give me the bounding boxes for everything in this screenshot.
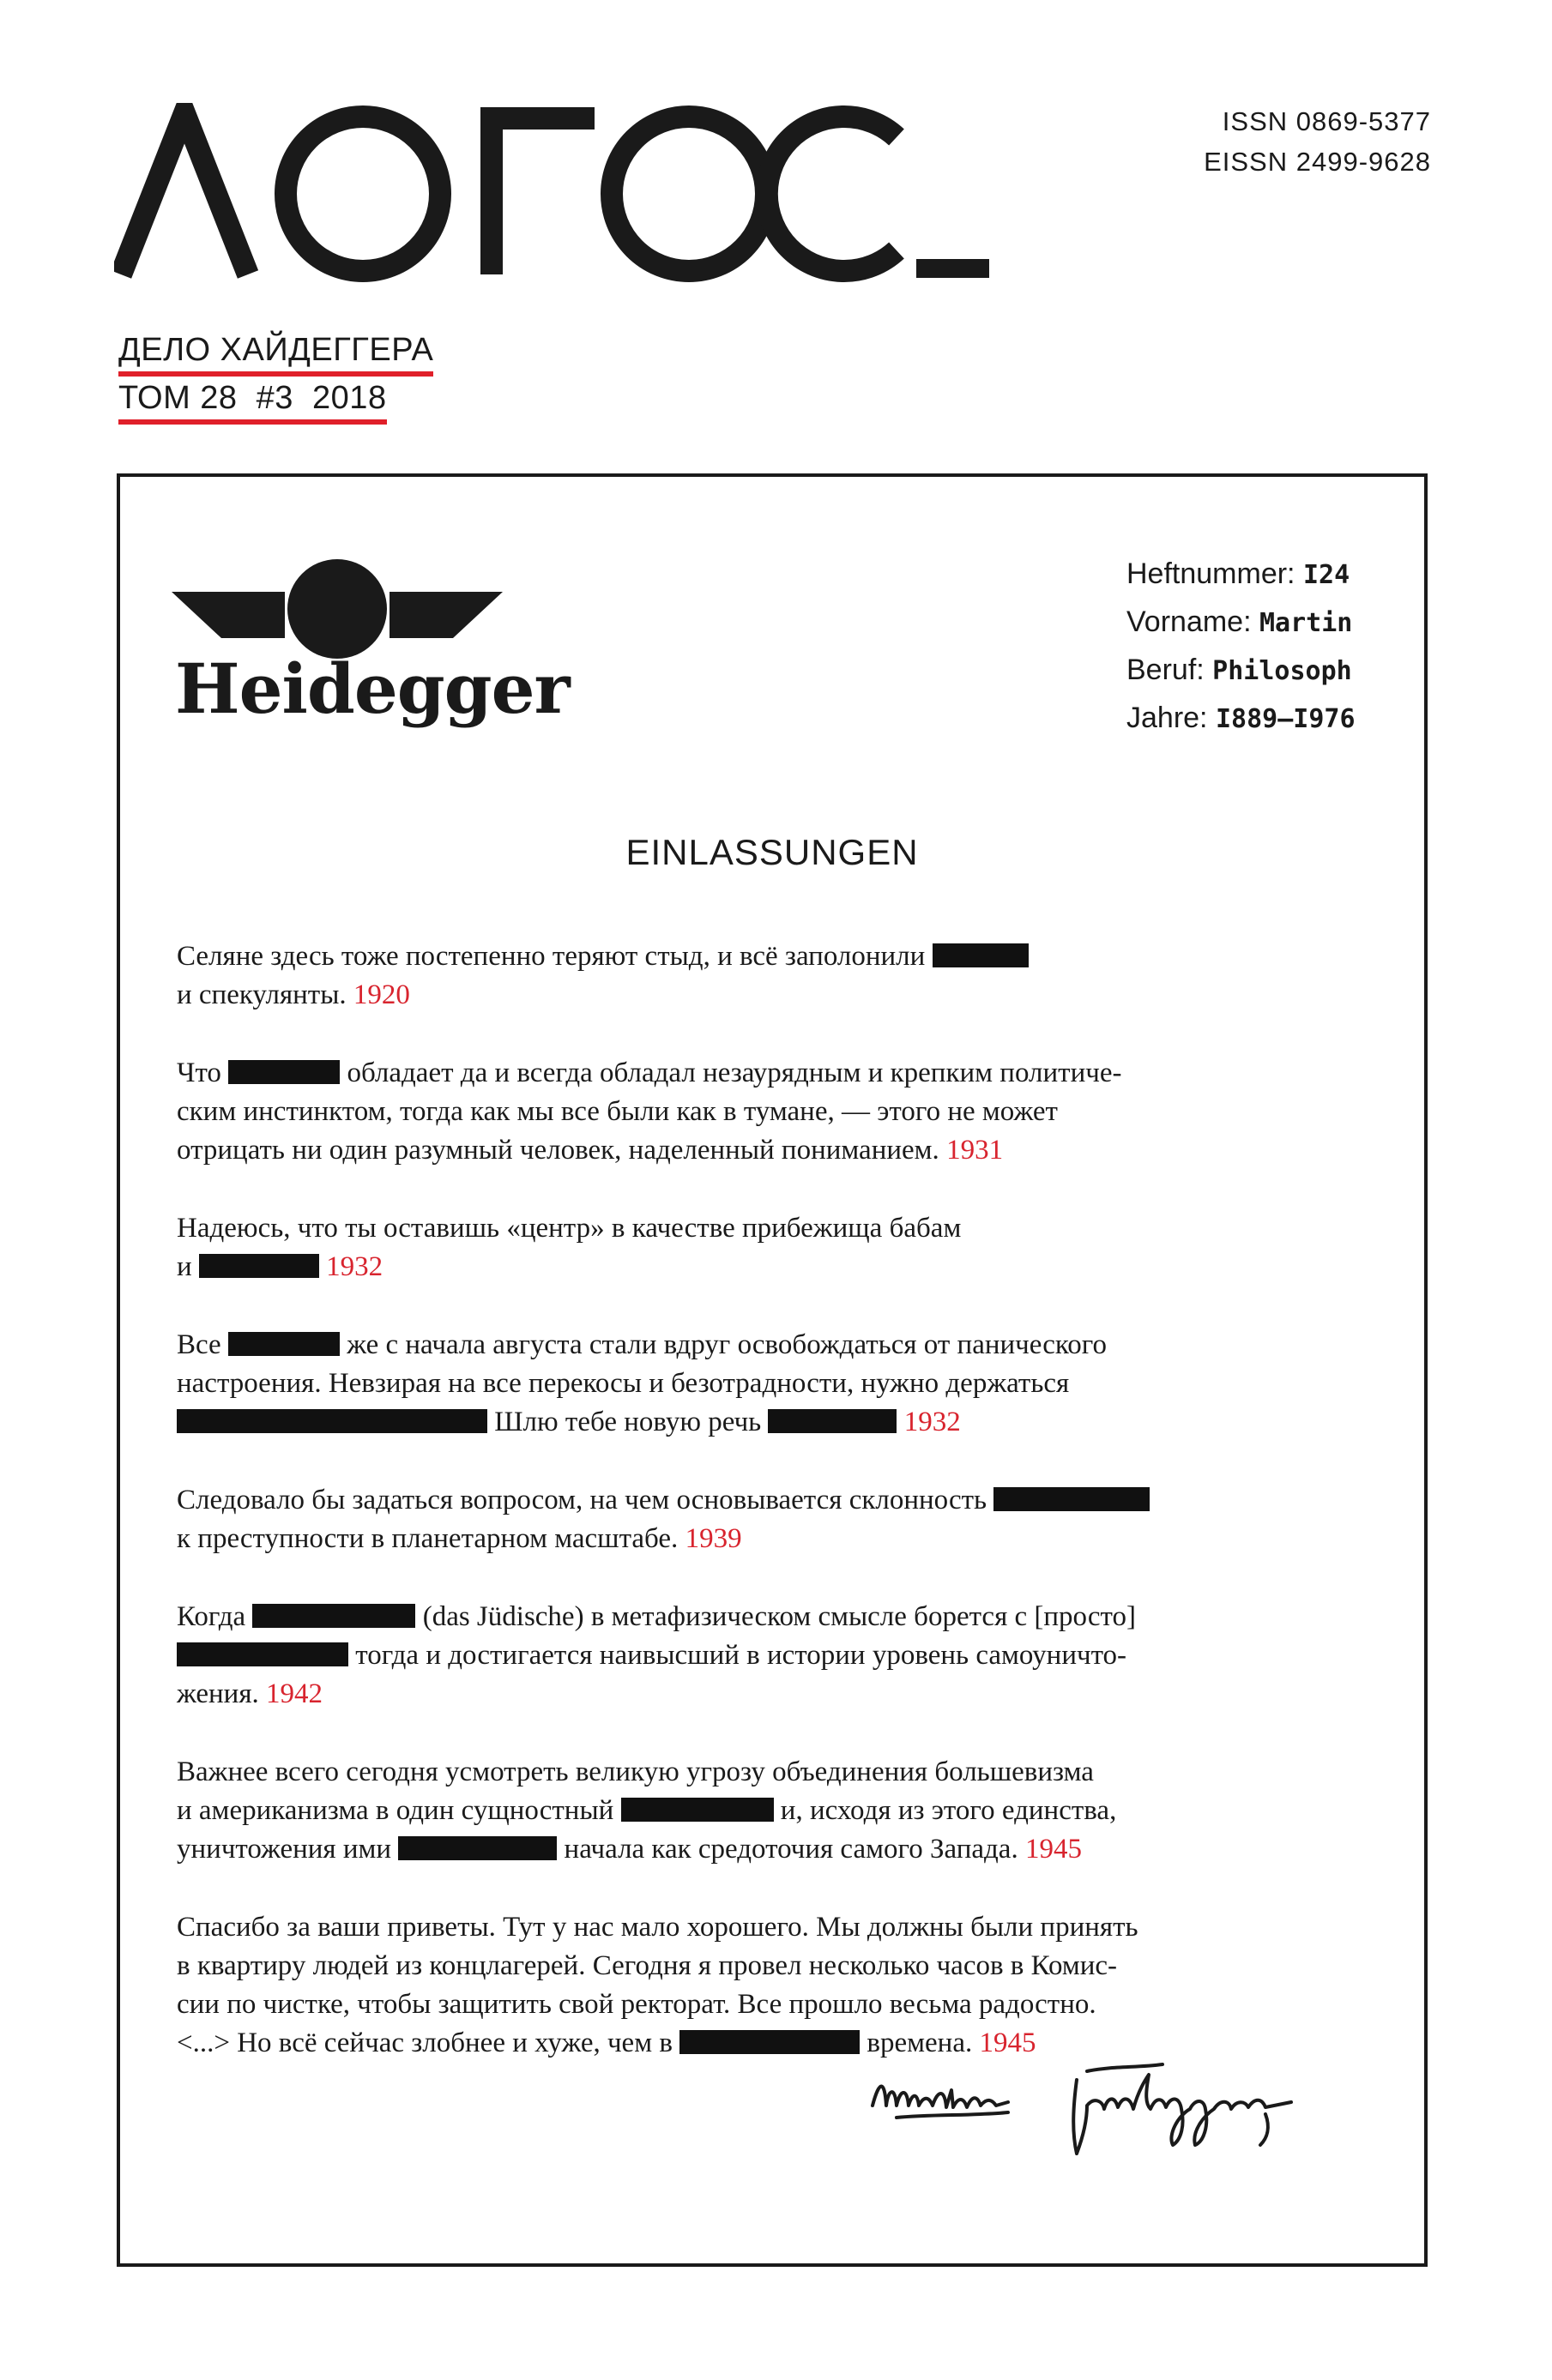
- quote-text: Следовало бы задаться вопросом, на чем основывается склонность: [177, 1485, 987, 1515]
- quote-year: 1945: [1024, 1834, 1082, 1865]
- quote-text: к преступности в планетарном масштабе.: [177, 1523, 679, 1554]
- field-value: Philosoph: [1212, 656, 1352, 686]
- quote-text: Спасибо за ваши приветы. Тут у нас мало хорошего. Мы должны были принять: [177, 1912, 1138, 1943]
- quote-text: сии по чистке, чтобы защитить свой ректорат. Все прошло весьма радостно.: [177, 1989, 1096, 2020]
- issn: ISSN 0869-5377: [1222, 106, 1431, 136]
- quote-text: ским инстинктом, тогда как мы все были как в тумане, — этого не может: [177, 1096, 1058, 1127]
- file-metadata: [1126, 551, 1356, 743]
- quote-text: Надеюсь, что ты оставишь «центр» в качестве прибежища бабам: [177, 1213, 962, 1244]
- quote-text: и американизма в один сущностный: [177, 1795, 614, 1826]
- redaction-bar: [621, 1798, 774, 1822]
- quote-year: 1932: [326, 1251, 383, 1282]
- quote-1932b: [177, 1326, 1369, 1442]
- quote-text: (das Jüdische) в метафизическом смысле борется с [просто]: [422, 1601, 1137, 1632]
- quote-text: и, исходя из этого единства,: [780, 1795, 1117, 1826]
- redaction-bar: [933, 943, 1029, 967]
- handwritten-signature: [862, 2046, 1394, 2166]
- redaction-bar: [252, 1604, 415, 1628]
- quote-1932a: [177, 1209, 1369, 1286]
- quote-text: Когда: [177, 1601, 246, 1632]
- quote-text: обладает да и всегда обладал незаурядным и крепким политиче-: [347, 1057, 1122, 1088]
- quote-text: Селяне здесь тоже постепенно теряют стыд, и всё заполонили: [177, 941, 926, 972]
- redaction-bar: [177, 1642, 348, 1666]
- field-label: Beruf:: [1126, 654, 1205, 686]
- redaction-bar: [679, 2030, 860, 2054]
- field-jahre: [1126, 695, 1356, 743]
- field-value: I889—I976: [1215, 704, 1356, 734]
- issue-text: ТОМ 28 #3 2018: [118, 379, 387, 425]
- redaction-bar: [398, 1836, 557, 1860]
- field-heftnummer: [1126, 551, 1356, 599]
- quote-text: Важнее всего сегодня усмотреть великую угрозу объединения большевизма: [177, 1756, 1094, 1787]
- eissn: EISSN 2499-9628: [1204, 147, 1431, 177]
- quotes-list: [177, 937, 1369, 2102]
- quote-text: Все: [177, 1329, 221, 1360]
- quote-year: 1942: [266, 1678, 323, 1709]
- quote-text: жения.: [177, 1678, 259, 1709]
- quote-year: 1920: [353, 979, 410, 1010]
- field-value: I24: [1302, 560, 1350, 590]
- quote-text: начала как средоточия самого Запада.: [564, 1834, 1018, 1865]
- quote-year: 1945: [979, 2028, 1036, 2058]
- field-beruf: [1126, 647, 1356, 695]
- quote-text: и: [177, 1251, 192, 1282]
- quote-1945b: [177, 1908, 1369, 2063]
- quote-text: в квартиру людей из концлагерей. Сегодня я провел несколько часов в Комис-: [177, 1950, 1118, 1981]
- quote-text: же с начала августа стали вдруг освобождаться от панического: [347, 1329, 1107, 1360]
- field-vorname: [1126, 599, 1356, 647]
- redaction-bar: [228, 1332, 340, 1356]
- quote-1931: [177, 1054, 1369, 1170]
- redaction-bar: [177, 1409, 487, 1433]
- quote-text: времена.: [867, 2028, 973, 2058]
- quote-1920: [177, 937, 1369, 1015]
- quote-year: 1939: [685, 1523, 742, 1554]
- issn-block: [1199, 101, 1431, 182]
- quote-text: настроения. Невзирая на все перекосы и безотрадности, нужно держаться: [177, 1368, 1070, 1399]
- redaction-bar: [768, 1409, 897, 1433]
- field-value: Martin: [1259, 608, 1353, 638]
- quote-text: <...> Но всё сейчас злобнее и хуже, чем в: [177, 2028, 673, 2058]
- journal-logo: [114, 103, 989, 283]
- quote-text: и спекулянты.: [177, 979, 347, 1010]
- quote-text: уничтожения ими: [177, 1834, 392, 1865]
- heidegger-wordmark: Heidegger: [175, 648, 570, 729]
- quote-1942: [177, 1598, 1369, 1714]
- field-label: Heftnummer:: [1126, 557, 1295, 590]
- section-heading: EINLASSUNGEN: [625, 832, 919, 872]
- quote-text: тогда и достигается наивысший в истории уровень самоуничто-: [355, 1640, 1127, 1671]
- quote-1939: [177, 1481, 1369, 1558]
- quote-text: отрицать ни один разумный человек, наделенный пониманием.: [177, 1135, 939, 1166]
- quote-year: 1932: [903, 1407, 961, 1437]
- field-label: Jahre:: [1126, 702, 1208, 734]
- redaction-bar: [199, 1254, 319, 1278]
- quote-text: Что: [177, 1057, 221, 1088]
- series-title-text: ДЕЛО ХАЙДЕГГЕРА: [118, 331, 433, 377]
- series-title: [118, 331, 433, 377]
- field-label: Vorname:: [1126, 606, 1252, 638]
- quote-1945a: [177, 1753, 1369, 1869]
- quote-year: 1931: [946, 1135, 1004, 1166]
- redaction-bar: [228, 1060, 340, 1084]
- issue-line: [118, 379, 387, 425]
- quote-text: Шлю тебе новую речь: [494, 1407, 762, 1437]
- redaction-bar: [993, 1487, 1150, 1511]
